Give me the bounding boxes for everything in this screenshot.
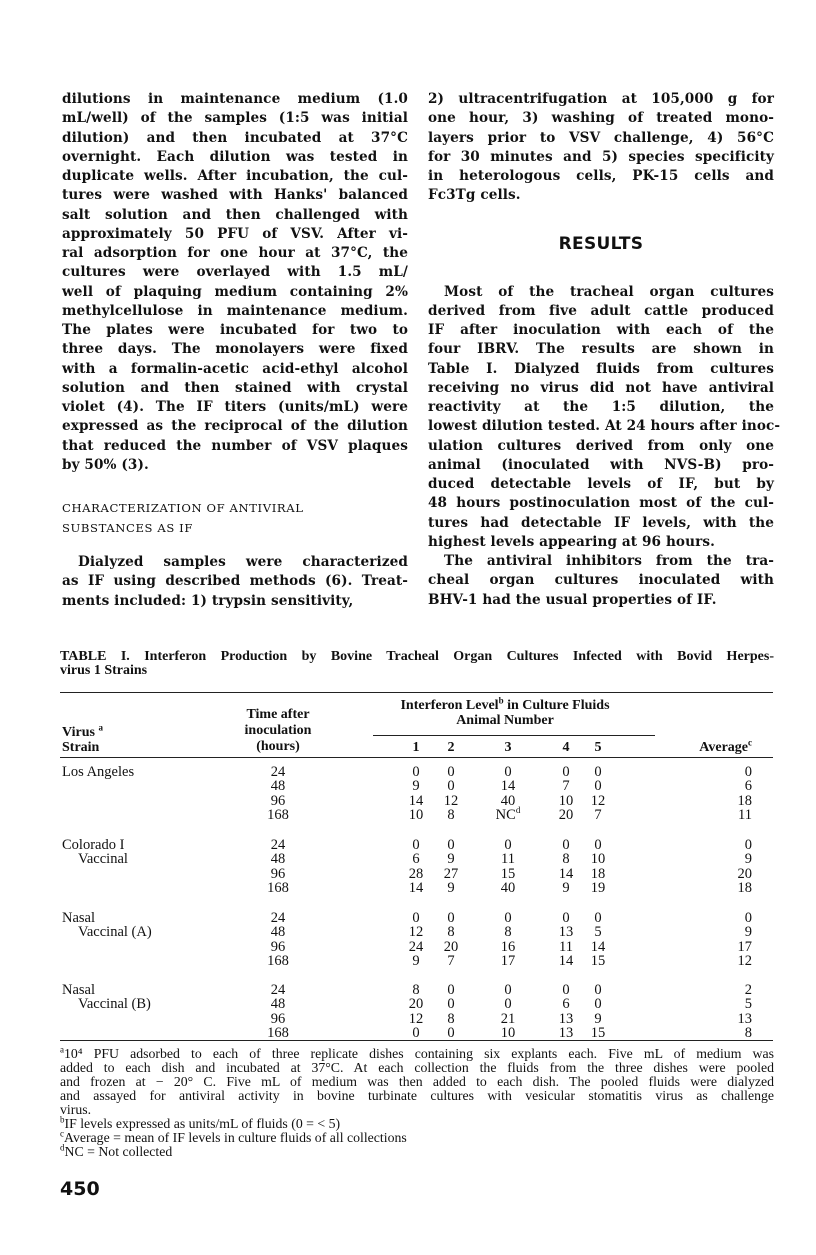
value-cell-animal-5: 10	[590, 851, 606, 868]
value-cell-animal-2: 8	[447, 1010, 455, 1027]
value-cell-animal-2: 0	[447, 910, 455, 926]
value-cell-animal-4: 9	[562, 880, 570, 897]
time-cell: 168	[267, 807, 289, 824]
footnote-c: $^c$Average = mean of IF levels in culture fluids of all collections	[60, 1128, 407, 1145]
table-header-rule	[60, 757, 773, 758]
value-cell-animal-4: 14	[558, 865, 574, 882]
header-animal-3: 3	[504, 740, 512, 755]
value-cell-animal-3: 14	[500, 778, 516, 795]
text-line: salt solution and then challenged with	[62, 206, 408, 223]
table-title	[60, 650, 774, 678]
text-line: Table I. Dialyzed fluids from cultures	[428, 360, 774, 377]
text-line: Dialyzed samples were characterized	[78, 554, 408, 570]
value-cell-animal-4: 8	[562, 851, 570, 868]
value-cell-animal-4: 20	[558, 807, 574, 824]
footnote-line: $^a$10⁴ PFU adsorbed to each of three replicate dishes containing six explants each. Five mL of medium was	[60, 1044, 774, 1061]
header-animal-1: 1	[412, 740, 420, 755]
paragraph-methods	[62, 90, 408, 475]
table-top-rule	[60, 692, 773, 693]
left-column	[62, 90, 408, 611]
text-line: four IBRV. The results are shown in	[428, 341, 774, 358]
page-number: 450	[60, 1178, 100, 1200]
value-cell-animal-5: 0	[594, 982, 602, 998]
footnote-line: added to each dish and incubated at 37°C. At each collection the fluids from the three dishes were pooled	[60, 1060, 774, 1075]
header-animal-2: 2	[447, 740, 455, 755]
value-cell-animal-3: 8	[504, 924, 512, 941]
header-animal-5: 5	[594, 740, 602, 755]
value-cell-animal-2: 0	[447, 1025, 455, 1042]
value-cell-animal-5: 0	[594, 837, 602, 853]
header-strain: Strain	[62, 740, 100, 755]
time-cell: 48	[270, 924, 286, 941]
value-cell-animal-1: 0	[412, 1025, 420, 1042]
paragraph-characterization	[62, 553, 408, 611]
text-line: violet (4). The IF titers (units/mL) were	[62, 399, 408, 415]
table-footnotes	[60, 1044, 774, 1159]
footnote-line: virus.	[60, 1102, 92, 1117]
value-cell-animal-5: 0	[594, 778, 602, 795]
value-cell-animal-1: 6	[412, 851, 420, 868]
text-line: dilution) and then incubated at 37°C	[62, 129, 408, 146]
time-cell: 96	[270, 1010, 286, 1027]
value-cell-animal-4: 0	[562, 910, 570, 926]
average-cell: 18	[737, 880, 752, 897]
paragraph-antiviral-inhibitors	[428, 552, 774, 610]
value-cell-animal-3: 17	[500, 953, 516, 970]
text-line: solution and then stained with crystal	[62, 379, 408, 396]
text-line: Most of the tracheal organ cultures	[444, 283, 774, 300]
header-time-1: Time after	[246, 707, 310, 722]
table-title-line: virus 1 Strains	[60, 663, 148, 678]
value-cell-animal-4: 0	[562, 982, 570, 998]
subheading-line: CHARACTERIZATION OF ANTIVIRAL	[62, 501, 304, 515]
value-cell-animal-5: 7	[594, 807, 602, 824]
average-cell: 12	[737, 953, 752, 970]
value-cell-animal-1: 12	[408, 924, 424, 941]
text-line: ral adsorption for one hour at 37°C, the	[62, 245, 408, 261]
header-animal-number: Animal Number	[456, 713, 554, 728]
text-line: IF after inoculation with each of the	[428, 322, 774, 338]
text-line: ments included: 1) trypsin sensitivity,	[62, 592, 354, 609]
footnote-b: $^b$IF levels expressed as units/mL of fluids (0 = < 5)	[60, 1114, 341, 1131]
strain-label: Vaccinal (A)	[78, 924, 152, 941]
text-line: animal (inoculated with NVS-B) pro-	[428, 456, 774, 473]
value-cell-animal-1: 0	[412, 837, 420, 853]
time-cell: 168	[267, 953, 289, 970]
right-column	[428, 90, 781, 610]
value-cell-animal-3: 11	[501, 851, 515, 868]
text-line: methylcellulose in maintenance medium.	[62, 302, 408, 319]
value-cell-animal-1: 0	[412, 910, 420, 926]
footnote-line: and frozen at − 20° C. Five mL of medium was then added to each dish. The pooled fluids were dialyzed	[60, 1074, 774, 1089]
time-cell: 24	[270, 910, 286, 926]
value-cell-animal-3: 10	[500, 1025, 516, 1042]
value-cell-animal-5: 0	[594, 764, 602, 780]
paragraph-results	[428, 283, 781, 553]
text-line: duced detectable levels of IF, but by	[428, 476, 774, 492]
value-cell-animal-3: 0	[504, 996, 512, 1013]
average-cell: 9	[744, 851, 752, 868]
time-cell: 24	[270, 982, 286, 998]
header-average: Average$^c$	[699, 737, 752, 755]
value-cell-animal-5: 0	[594, 910, 602, 926]
average-cell: 11	[738, 807, 752, 824]
value-cell-animal-3: 16	[500, 938, 516, 955]
value-cell-animal-1: 8	[412, 982, 420, 998]
text-line: in heterologous cells, PK-15 cells and	[428, 168, 774, 184]
value-cell-animal-3: 0	[504, 982, 512, 998]
value-cell-animal-4: 0	[562, 764, 570, 780]
average-cell: 6	[744, 778, 752, 795]
strain-label: Vaccinal (B)	[78, 996, 151, 1013]
value-cell-animal-2: 7	[447, 953, 455, 970]
footnote-line: and assayed for antiviral activity in bovine turbinate cultures with vesicular stomatitis virus as challenge	[60, 1088, 774, 1103]
value-cell-animal-4: 0	[562, 837, 570, 853]
text-line: 2) ultracentrifugation at 105,000 g for	[428, 91, 774, 107]
footnote-d: $^d$NC = Not collected	[60, 1142, 173, 1159]
header-time-3: (hours)	[256, 739, 300, 754]
value-cell-animal-3: $NC^d$	[495, 805, 521, 824]
value-cell-animal-2: 0	[447, 982, 455, 998]
average-cell: 13	[737, 1010, 752, 1027]
text-line: with a formalin-acetic acid-ethyl alcohol	[62, 360, 408, 377]
value-cell-animal-5: 0	[594, 996, 602, 1013]
text-line: cheal organ cultures inoculated with	[428, 572, 774, 589]
text-line: cultures were overlayed with 1.5 mL/	[62, 264, 408, 281]
time-cell: 168	[267, 880, 289, 897]
value-cell-animal-2: 0	[447, 764, 455, 780]
text-line: one hour, 3) washing of treated mono-	[428, 110, 774, 127]
value-cell-animal-5: 14	[590, 938, 606, 955]
value-cell-animal-2: 0	[447, 996, 455, 1013]
average-cell: 5	[744, 996, 752, 1013]
value-cell-animal-2: 12	[443, 792, 459, 809]
value-cell-animal-1: 0	[412, 764, 420, 780]
strain-label: Vaccinal	[78, 851, 128, 868]
text-line: receiving no virus did not have antiviral	[428, 379, 774, 396]
strain-label: Nasal	[62, 982, 96, 998]
value-cell-animal-1: 10	[408, 807, 424, 824]
value-cell-animal-2: 8	[447, 807, 455, 824]
value-cell-animal-5: 18	[590, 865, 606, 882]
text-line: ulation cultures derived from only one	[428, 437, 774, 454]
value-cell-animal-4: 11	[559, 938, 573, 955]
value-cell-animal-4: 13	[558, 924, 574, 941]
time-cell: 96	[270, 865, 286, 882]
animal-number-rule	[373, 735, 655, 736]
value-cell-animal-4: 6	[562, 996, 570, 1013]
header-animal-4: 4	[562, 740, 570, 755]
text-line: by 50% (3).	[62, 456, 149, 473]
average-cell: 8	[744, 1025, 752, 1042]
header-interferon-level: Interferon Level$^b$ in Culture Fluids	[400, 695, 610, 713]
text-line: 48 hours postinoculation most of the cul-	[428, 495, 774, 512]
time-cell: 96	[270, 938, 286, 955]
average-cell: 2	[744, 982, 752, 998]
value-cell-animal-2: 0	[447, 778, 455, 795]
value-cell-animal-3: 21	[500, 1010, 516, 1027]
value-cell-animal-1: 14	[408, 792, 424, 809]
text-line: expressed as the reciprocal of the dilution	[62, 418, 408, 435]
time-cell: 48	[270, 996, 286, 1013]
value-cell-animal-5: 15	[590, 953, 606, 970]
text-line: layers prior to VSV challenge, 4) 56°C	[428, 129, 774, 146]
value-cell-animal-4: 13	[558, 1025, 574, 1042]
value-cell-animal-1: 20	[408, 996, 424, 1013]
subheading-line: SUBSTANCES AS IF	[62, 520, 193, 535]
value-cell-animal-1: 9	[412, 778, 420, 795]
footnote-marker: a	[60, 1044, 64, 1055]
value-cell-animal-5: 5	[594, 924, 602, 941]
time-cell: 96	[270, 792, 286, 809]
value-cell-animal-2: 9	[447, 880, 455, 897]
value-cell-animal-3: 0	[504, 837, 512, 853]
value-cell-animal-1: 24	[408, 938, 424, 955]
table-title-line: TABLE I. Interferon Production by Bovine Tracheal Organ Cultures Infected with Bovid Herpes-	[60, 649, 774, 664]
value-cell-animal-3: 40	[500, 792, 516, 809]
value-cell-animal-1: 9	[412, 953, 420, 970]
text-line: approximately 50 PFU of VSV. After vi-	[62, 225, 408, 242]
value-cell-animal-3: 0	[504, 764, 512, 780]
time-cell: 48	[270, 778, 286, 795]
text-line: overnight. Each dilution was tested in	[62, 148, 408, 165]
value-cell-animal-1: 12	[408, 1010, 424, 1027]
average-cell: 17	[737, 938, 752, 955]
value-cell-animal-4: 14	[558, 953, 574, 970]
text-line: well of plaquing medium containing 2%	[62, 283, 408, 300]
text-line: Fc3Tg cells.	[428, 187, 521, 204]
value-cell-animal-1: 14	[408, 880, 424, 897]
header-virus: Virus $^a$	[62, 722, 103, 740]
average-cell: 0	[744, 764, 752, 780]
value-cell-animal-5: 9	[594, 1010, 602, 1027]
text-line: derived from five adult cattle produced	[428, 302, 774, 319]
value-cell-animal-5: 12	[590, 792, 606, 809]
value-cell-animal-3: 40	[500, 880, 516, 897]
text-line: for 30 minutes and 5) species specificity	[428, 148, 774, 165]
subheading-characterization	[62, 499, 408, 538]
value-cell-animal-3: 0	[504, 910, 512, 926]
text-line: duplicate wells. After incubation, the cul-	[62, 168, 408, 184]
text-line: reactivity at the 1:5 dilution, the	[428, 399, 774, 415]
text-line: The antiviral inhibitors from the tra-	[444, 553, 774, 569]
text-line: The plates were incubated for two to	[62, 322, 408, 338]
value-cell-animal-3: 15	[500, 865, 516, 882]
average-cell: 20	[737, 865, 752, 882]
time-cell: 48	[270, 851, 286, 868]
text-line: tures had detectable IF levels, with the	[428, 514, 774, 531]
text-line: lowest dilution tested. At 24 hours after inoc-	[428, 418, 781, 435]
text-line: that reduced the number of VSV plaques	[62, 437, 408, 454]
value-cell-animal-4: 13	[558, 1010, 574, 1027]
time-cell: 24	[270, 764, 286, 780]
average-cell: 0	[744, 837, 752, 853]
value-cell-animal-5: 15	[590, 1025, 606, 1042]
text-line: as IF using described methods (6). Treat-	[62, 573, 408, 590]
strain-label: Nasal	[62, 910, 96, 926]
footnote-a	[60, 1044, 774, 1117]
value-cell-animal-2: 8	[447, 924, 455, 941]
average-cell: 9	[744, 924, 752, 941]
average-cell: 0	[744, 910, 752, 926]
text-line: dilutions in maintenance medium (1.0	[62, 91, 408, 107]
time-cell: 24	[270, 837, 286, 853]
text-line: three days. The monolayers were fixed	[62, 341, 408, 358]
text-line: mL/well) of the samples (1:5 was initial	[62, 110, 408, 127]
value-cell-animal-4: 7	[562, 778, 570, 795]
value-cell-animal-5: 19	[590, 880, 606, 897]
value-cell-animal-1: 28	[408, 865, 424, 882]
strain-label: Colorado I	[62, 837, 125, 853]
paragraph-treatments	[428, 90, 774, 206]
average-cell: 18	[737, 792, 752, 809]
value-cell-animal-2: 9	[447, 851, 455, 868]
value-cell-animal-2: 27	[443, 865, 459, 882]
header-time-2: inoculation	[244, 723, 312, 738]
value-cell-animal-2: 0	[447, 837, 455, 853]
results-heading: RESULTS	[558, 234, 644, 254]
text-line: BHV-1 had the usual properties of IF.	[428, 591, 717, 608]
text-line: tures were washed with Hanks' balanced	[62, 187, 408, 204]
time-cell: 168	[267, 1025, 289, 1042]
value-cell-animal-2: 20	[443, 938, 459, 955]
text-line: highest levels appearing at 96 hours.	[428, 533, 715, 550]
strain-label: Los Angeles	[62, 764, 135, 780]
value-cell-animal-4: 10	[558, 792, 574, 809]
